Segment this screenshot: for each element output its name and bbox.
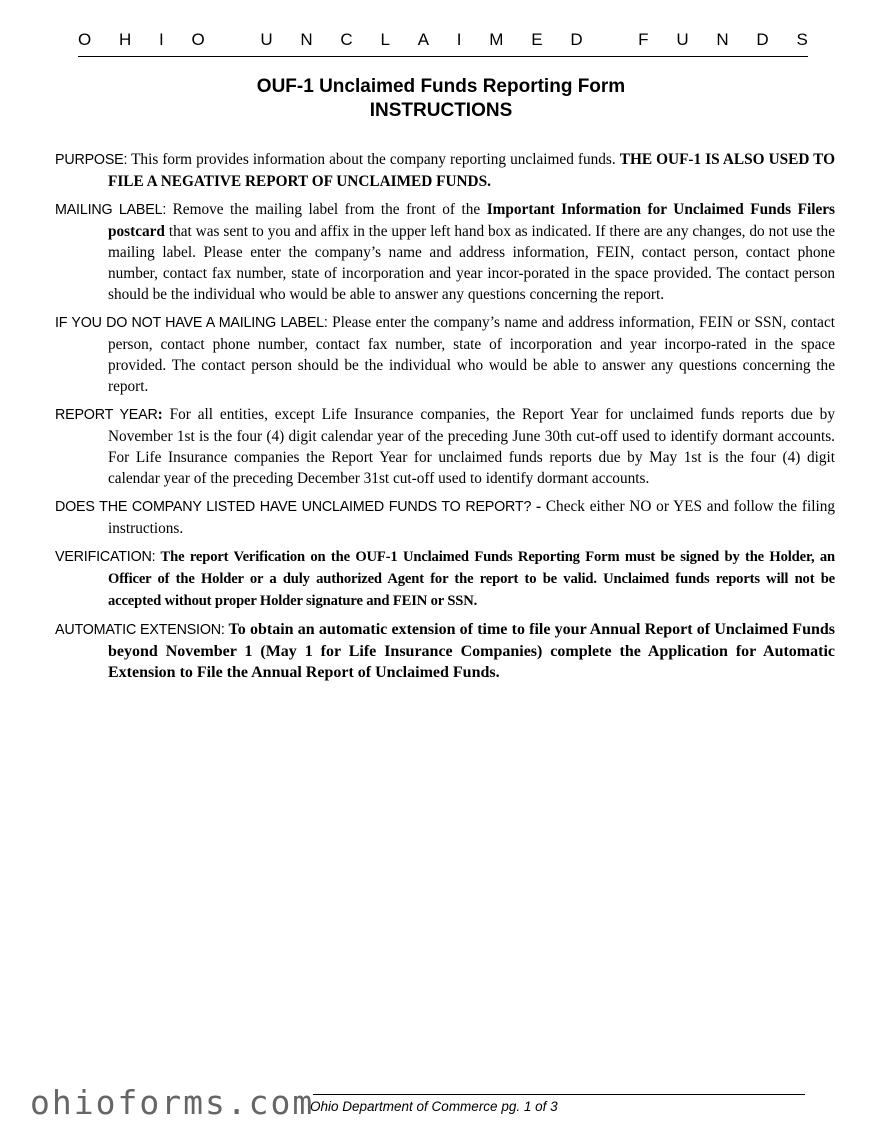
no-mailing-label-section xyxy=(55,312,835,397)
section-text: that was sent to you and affix in the upper left hand box as indicated. If there are any changes, do not use the mailing label. Please enter the company’s name and address information, FEIN, contact person, contact phone number, contact fax number, state of incorporation and year incor-porated in the space provided. The contact person should be the individual who would be able to answer any questions concerning the report. xyxy=(108,223,835,303)
heading-letter: F xyxy=(638,30,649,49)
unclaimed-funds-question-section xyxy=(55,496,835,539)
section-label: DOES THE COMPANY LISTED HAVE UNCLAIMED FUNDS TO REPORT? xyxy=(55,499,532,515)
heading-letter: I xyxy=(456,30,462,49)
heading-letter: L xyxy=(380,30,390,49)
section-dash: - xyxy=(531,498,542,515)
heading-letter: O xyxy=(191,30,205,49)
section-text: This form provides information about the company reporting unclaimed funds. xyxy=(127,151,620,168)
section-label: PURPOSE: xyxy=(55,152,128,168)
heading-letter: O xyxy=(78,30,92,49)
section-label: AUTOMATIC EXTENSION: xyxy=(55,622,225,638)
heading-letter: A xyxy=(417,30,430,49)
section-text: For all entities, except Life Insurance companies, the Report Year for unclaimed funds reports due by November 1st is the four (4) digit calendar year of the preceding June 30th cut-off used to identify dormant accounts. For Life Insurance companies the Report Year for unclaimed funds reports due by May 1st is the four (4) digit calendar year of the preceding December 31st cut-off used to identify dormant accounts. xyxy=(108,406,835,487)
heading-letter: M xyxy=(489,30,504,49)
heading-letter: E xyxy=(531,30,543,49)
footer-divider xyxy=(313,1094,805,1095)
page-footer: Ohio Department of Commerce pg. 1 of 3 xyxy=(310,1099,558,1114)
section-text: Check either NO or YES and follow the filing instructions. xyxy=(108,498,835,537)
heading-letter: D xyxy=(756,30,769,49)
agency-heading xyxy=(78,30,808,50)
section-bold-text: The report Verification on the OUF-1 Unclaimed Funds Reporting Form must be signed by the Holder, an Officer of the Holder or a duly authorized Agent for the report to be valid. Unclaimed funds reports will not be accepted without proper Holder signature and FEIN or SSN. xyxy=(108,549,835,609)
section-label-colon: : xyxy=(157,406,163,423)
automatic-extension-section xyxy=(55,619,835,683)
section-label: VERIFICATION: xyxy=(55,549,156,565)
mailing-label-section xyxy=(55,199,835,305)
section-text: Please enter the company’s name and address information, FEIN or SSN, contact person, contact phone number, contact fax number, state of incorporation and year incorpo-rated in the space provided. The contact person should be the individual who would be able to answer any questions concerning the report. xyxy=(108,314,835,395)
section-bold-text: Important Information for Unclaimed Funds Filers postcard xyxy=(108,201,835,240)
site-watermark: ohioforms.com xyxy=(30,1083,315,1122)
form-title xyxy=(0,75,882,123)
heading-letter: N xyxy=(300,30,313,49)
heading-letter: I xyxy=(159,30,164,49)
heading-letter: U xyxy=(676,30,689,49)
section-label: REPORT YEAR xyxy=(55,407,158,423)
instructions-body xyxy=(55,149,835,690)
heading-letter: N xyxy=(716,30,729,49)
heading-letter: S xyxy=(796,30,808,49)
form-title-line: OUF-1 Unclaimed Funds Reporting Form xyxy=(256,76,626,97)
heading-letter: D xyxy=(570,30,583,49)
section-label: IF YOU DO NOT HAVE A MAILING LABEL: xyxy=(55,315,328,331)
header-divider xyxy=(78,56,808,57)
section-text: Remove the mailing label from the front of the xyxy=(166,201,487,218)
purpose-section xyxy=(55,149,835,192)
section-bold-text: To obtain an automatic extension of time to file your Annual Report of Unclaimed Funds beyond November 1 (May 1 for Life Insurance Companies) complete the Application for Automatic Extension to File the Annual Report of Unclaimed Funds. xyxy=(108,621,835,681)
section-bold-text: THE OUF-1 IS ALSO USED TO FILE A NEGATIVE REPORT OF UNCLAIMED FUNDS. xyxy=(108,151,835,190)
form-subtitle: INSTRUCTIONS xyxy=(369,100,513,121)
report-year-section xyxy=(55,404,835,489)
heading-letter: H xyxy=(119,30,132,49)
section-label: MAILING LABEL: xyxy=(55,202,167,218)
heading-letter: U xyxy=(260,30,273,49)
heading-letter: C xyxy=(340,30,353,49)
verification-section xyxy=(55,546,835,612)
